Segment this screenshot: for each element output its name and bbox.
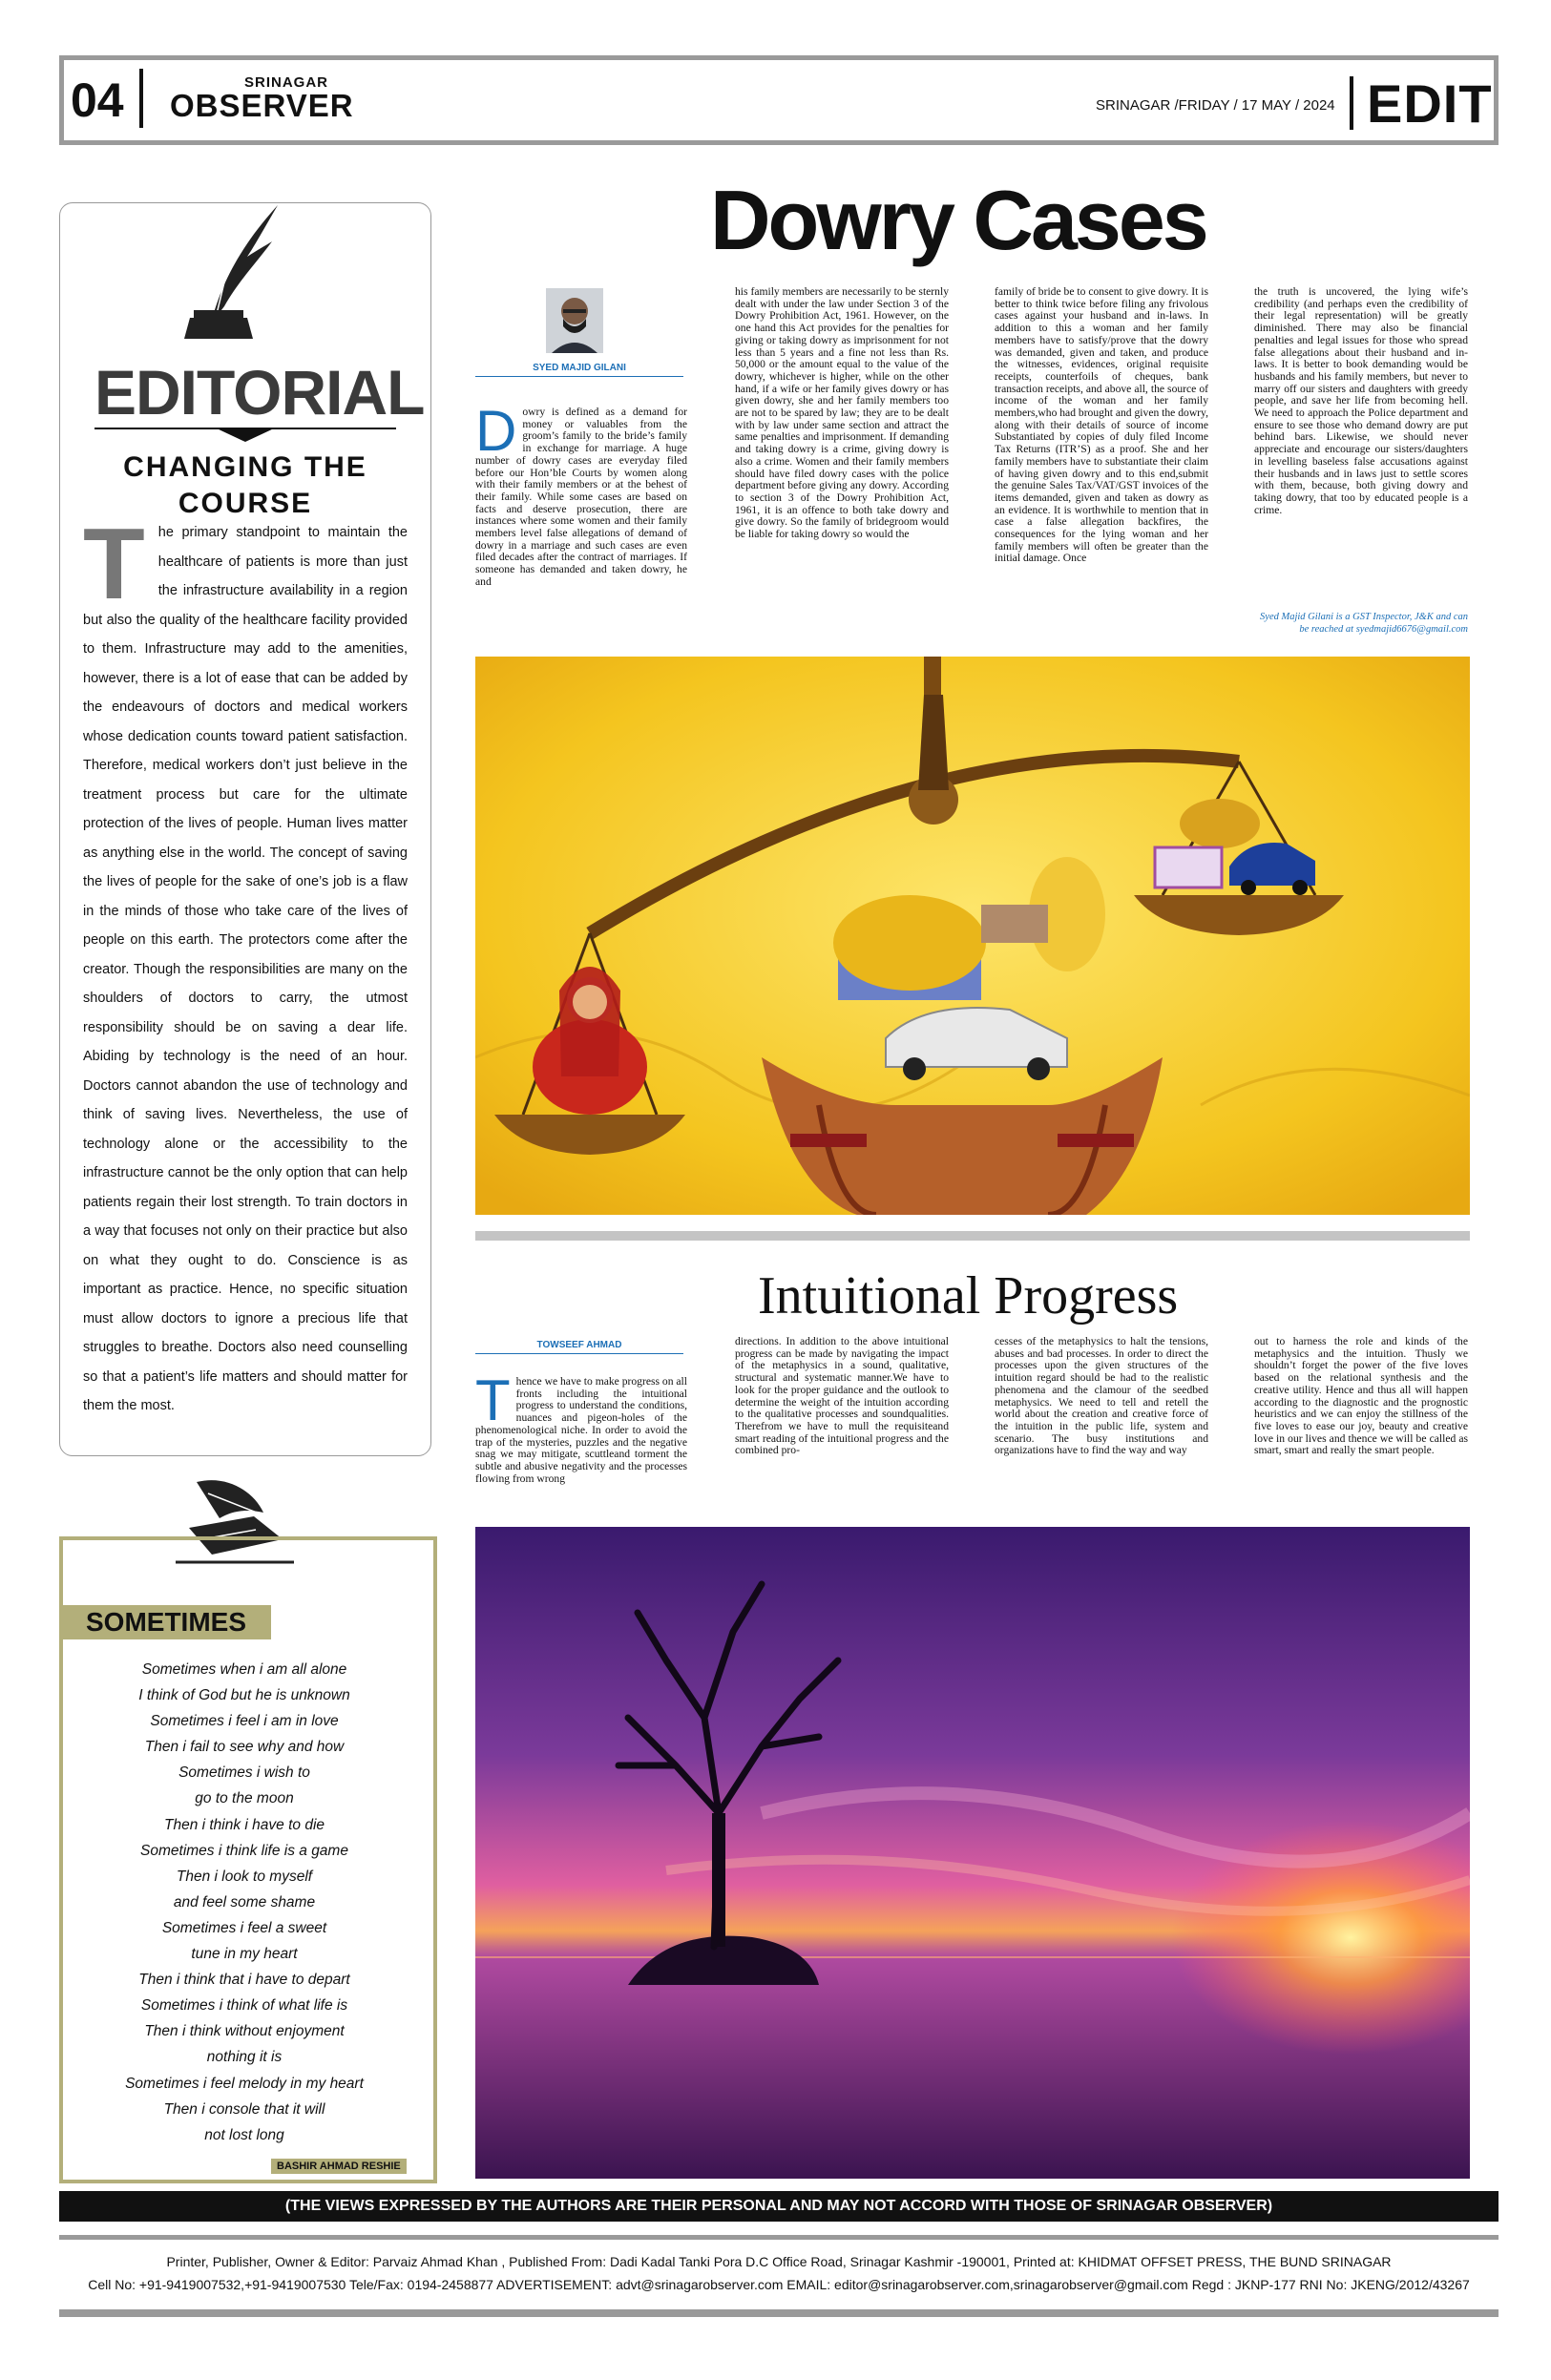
poem-line: Sometimes i wish to: [178, 1764, 310, 1782]
article2-column-4: out to harness the role and kinds of the metaphysics and the intuition. Thusly we shouldn’t forget the power of the five loves based on the relational synthesis and the creative utility. Hence and thus all will happen according to the diagnostic and the prognostic heuristics and we can enjoy the stillness of the five loves to ease our joy, beauty and creative love in our lives and thence we will be called as smart, smart and really the smart people.: [1254, 1336, 1468, 1457]
article2-column-2: directions. In addition to the above intuitional progress can be made by navigating the impact of the metaphysics in a sound, qualitative, structural and systematic manner.We have to look for the proper guidance and the outlook to determine the weight of the intuition according to the qualitative processes and soundqualities. Therefrom we have to mull the requisiteand smart reading of the intuitional progress and the combined pro-: [735, 1336, 949, 1457]
poem-line: Then i fail to see why and how: [144, 1739, 345, 1756]
article2-byline-rule: [475, 1353, 683, 1354]
poem: [63, 1657, 426, 2148]
header-bottom-rule: [59, 140, 1499, 145]
editorial-label: EDITORIAL: [94, 357, 425, 428]
article2-headline: Intuitional Progress: [758, 1266, 1179, 1326]
header-right-rule: [1494, 55, 1499, 145]
poem-author: BASHIR AHMAD RESHIE: [271, 2159, 407, 2174]
poem-line: I think of God but he is unknown: [138, 1687, 350, 1704]
sometimes-label: SOMETIMES: [61, 1605, 271, 1639]
header-left-rule: [59, 55, 64, 145]
editorial-body: [83, 508, 408, 1421]
footer-top-rule: [59, 2235, 1499, 2240]
article2-byline: TOWSEEF AHMAD: [536, 1340, 622, 1350]
footer-imprint-line-1: Printer, Publisher, Owner & Editor: Parvaiz Ahmad Khan , Published From: Dadi Kadal Tanki Pora D.C Office Road, Srinagar Kashmir -190001, Printed at: KHIDMAT OFFSET PRESS, THE BUND SRINAGAR: [166, 2254, 1392, 2269]
header-divider: [139, 69, 143, 128]
dateline: SRINAGAR /FRIDAY / 17 MAY / 2024: [1096, 97, 1335, 114]
article2-column-3: cesses of the metaphysics to halt the tensions, abuses and bad processes. In order to direct the processes upon the given structures of the intuition regard should be had to the realistic phenomena and the clamour of the seedbed metaphysics. We need to tell and retell the world about the creation and creative force of the intuition in the public life, system and scenario. The busy institutions and organizations have to find the way and way: [995, 1336, 1208, 1457]
page-number: 04: [71, 73, 124, 127]
editorial-dropcap: T: [83, 508, 145, 620]
footer-bottom-rule: [59, 2309, 1499, 2317]
poem-line: Then i think that i have to depart: [138, 1972, 350, 1989]
publication-name-top: SRINAGAR: [244, 74, 329, 91]
poem-line: Sometimes i feel a sweet: [161, 1919, 327, 1936]
poem-line: Then i think without enjoyment: [144, 2023, 345, 2040]
footer-imprint-line-2: Cell No: +91-9419007532,+91-9419007530 Tele/Fax: 0194-2458877 ADVERTISEMENT: advt@srinagarobserver.com EMAIL: editor@srinagarobserver.com,srinagarobserver@gmail.com Regd : JKNP-177 RNI No: JKENG/2012/43267: [88, 2277, 1470, 2292]
article1-column-4: the truth is uncovered, the lying wife’s credibility (and perhaps even the credibility of their legal representation) will be greatly diminished. There may also be financial penalties and legal issues for those who spread false allegations about their husband and in-laws. It is better to book demanding would be husbands and his family members, but never to marry off our sisters and daughters with greedy people, and save her life from becoming hell. We need to approach the Police department and ensure to see those who demand dowry are put behind bars. Likewise, we should never appreciate and encourage our sisters/daughters in levelling baseless false accusations against their husbands and in laws just to settle scores with them, because, both giving dowry and taking dowry, that too by educated people is a crime.: [1254, 286, 1468, 516]
poem-line: Then i look to myself: [176, 1868, 313, 1885]
header-divider-right: [1350, 76, 1353, 130]
article2-dropcap: T: [475, 1376, 511, 1432]
article1-author-note: Syed Majid Gilani is a GST Inspector, J&K and can be reached at syedmajid6676@gmail.com: [1260, 612, 1468, 635]
article1-dropcap: D: [475, 407, 517, 463]
section-tag: EDIT: [1367, 73, 1493, 134]
poem-line: Then i console that it will: [163, 2100, 325, 2118]
poem-line: nothing it is: [206, 2049, 283, 2066]
editorial-label-underline: [94, 425, 396, 444]
author-photo: [546, 288, 603, 353]
poem-line: Sometimes i feel i am in love: [150, 1713, 339, 1730]
header-top-rule: [59, 55, 1499, 60]
poem-line: tune in my heart: [191, 1946, 298, 1963]
article1-column-2: his family members are necessarily to be sternly dealt with under the law under Section 3 of the Dowry Prohibition Act, 1961. However, on the one hand this Act provides for the penalties for giving or taking dowry as imprisonment for not less than 5 years and a fine not less than Rs. 50,000 or the amount equal to the value of the dowry, whichever is higher, while on the other hand, if a wife or her family gives dowry or has given dowry, she and her family members too are not to be spared by law; they are to be dealt with by law under same section and attract the same penalties and imprisonment. If demanding and taking dowry is a crime, giving dowry is also a crime. Women and their family members should have filed dowry cases with the police department before giving any dowry. According to section 3 of the Dowry Prohibition Act, 1961, it is an offence to both take dowry and give dowry. So the family of bridegroom would be liable for taking dowry so would the: [735, 286, 949, 541]
article1-headline: Dowry Cases: [710, 173, 1206, 267]
poem-line: Then i think i have to die: [163, 1816, 325, 1833]
editorial-text: he primary standpoint to maintain the healthcare of patients is more than just the infrastructure availability in a region but also the quality of the healthcare facility provided to them. Infrastructure may add to the amenities, however, there is a lot of ease that can be added by the endeavours of doctors and medical workers whose dedication counts toward patient satisfaction. Therefore, medical workers don’t just believe in the treatment process but care for the ultimate protection of the lives of people. Human lives matter as anything else in the world. The concept of saving the lives of people for the sake of one’s job is a flaw in the minds of those who take care of the lives of people on this earth. The protectors come after the creator. Though the responsibilities are many on the shoulders of doctors to carry, the utmost responsibility should be on saving a dear life. Abiding by technology is the need of an hour. Doctors cannot abandon the use of technology and think of saving lives. Nevertheless, the use of technology alone or the accessibility to the infrastructure cannot be the only option that can help patients regain their lost strength. To train doctors in a way that focuses not only on their practice but also on what they ought to do. Conscience is as important as practice. Hence, no specific situation must allow doctors to ignore a precious life that struggles to breathe. Doctors also need counselling so that a patient’s life matters and should matter for them the most.: [83, 525, 408, 1413]
poem-line: Sometimes when i am all alone: [141, 1661, 347, 1678]
quill-inkpot-icon: [173, 199, 287, 343]
sunset-tree-photo: [475, 1527, 1470, 2179]
poem-line: Sometimes i think of what life is: [140, 1997, 348, 2015]
poem-line: Sometimes i think life is a game: [140, 1842, 348, 1859]
disclaimer-bar: (THE VIEWS EXPRESSED BY THE AUTHORS ARE THEIR PERSONAL AND MAY NOT ACCORD WITH THOSE OF SRINAGAR OBSERVER): [59, 2191, 1499, 2222]
editorial-subtitle: CHANGING THE COURSE: [123, 451, 367, 519]
poem-line: Sometimes i feel melody in my heart: [125, 2075, 364, 2092]
article2-column-1: Thence we have to make progress on all fronts including the intuitional progress to understand the conditions, nuances and pigeon-holes of the phenomenological niche. In order to avoid the trap of the mysteries, puzzles and the negative snag we may mitigate, scuttleand torment the subtle and abusive negativity and the processes flowing from wrong: [475, 1376, 687, 1485]
poem-line: go to the moon: [195, 1790, 294, 1807]
publication-name: OBSERVER: [170, 88, 354, 123]
article1-byline-rule: [475, 376, 683, 377]
article1-column-3: family of bride be to consent to give dowry. It is better to think twice before filing any frivolous cases against your husband and in-laws. In addition to this a woman and her family members have to satisfy/prove that the dowry was demanded, given and taken, and produce the witnesses, evidences, original requisite receipts, counterfoils of cheques, bank transaction receipts, and above all, the source of income of the woman and her family members,who had brought and given the dowry, along with their details of source of income Substantiated by copies of duly filed Income Tax Returns (ITR’S) as a proof. She and her family members have to substantiate their claim of having given dowry and to this end,submit the genuine Sales Tax/VAT/GST invoices of the items demanded, given and taken as dowry as an evidence. It is worthwhile to mention that in case a false allegation backfires, the consequences for the lying woman and her family members will often be greater than the initial damage. Once: [995, 286, 1208, 565]
article1-column-1: Dowry is defined as a demand for money or valuables from the groom’s family to the bride’s family in exchange for marriage. A huge number of dowry cases are everyday filed before our Hon’ble Courts by women along with their family members or at the behest of their family. While some cases are based on facts and deserve prosecution, there are instances where some women and their family members level false allegations of demand of dowry in a marriage and such cases are even filed decades after the contract of marriages. If someone has demanded and taken dowry, he and: [475, 407, 687, 588]
article-separator: [475, 1231, 1470, 1241]
poem-line: and feel some shame: [173, 1893, 316, 1910]
article1-byline: SYED MAJID GILANI: [533, 363, 626, 373]
poem-line: not lost long: [204, 2126, 284, 2143]
dowry-scale-illustration: [475, 657, 1470, 1215]
editorial-box: [59, 202, 431, 1456]
